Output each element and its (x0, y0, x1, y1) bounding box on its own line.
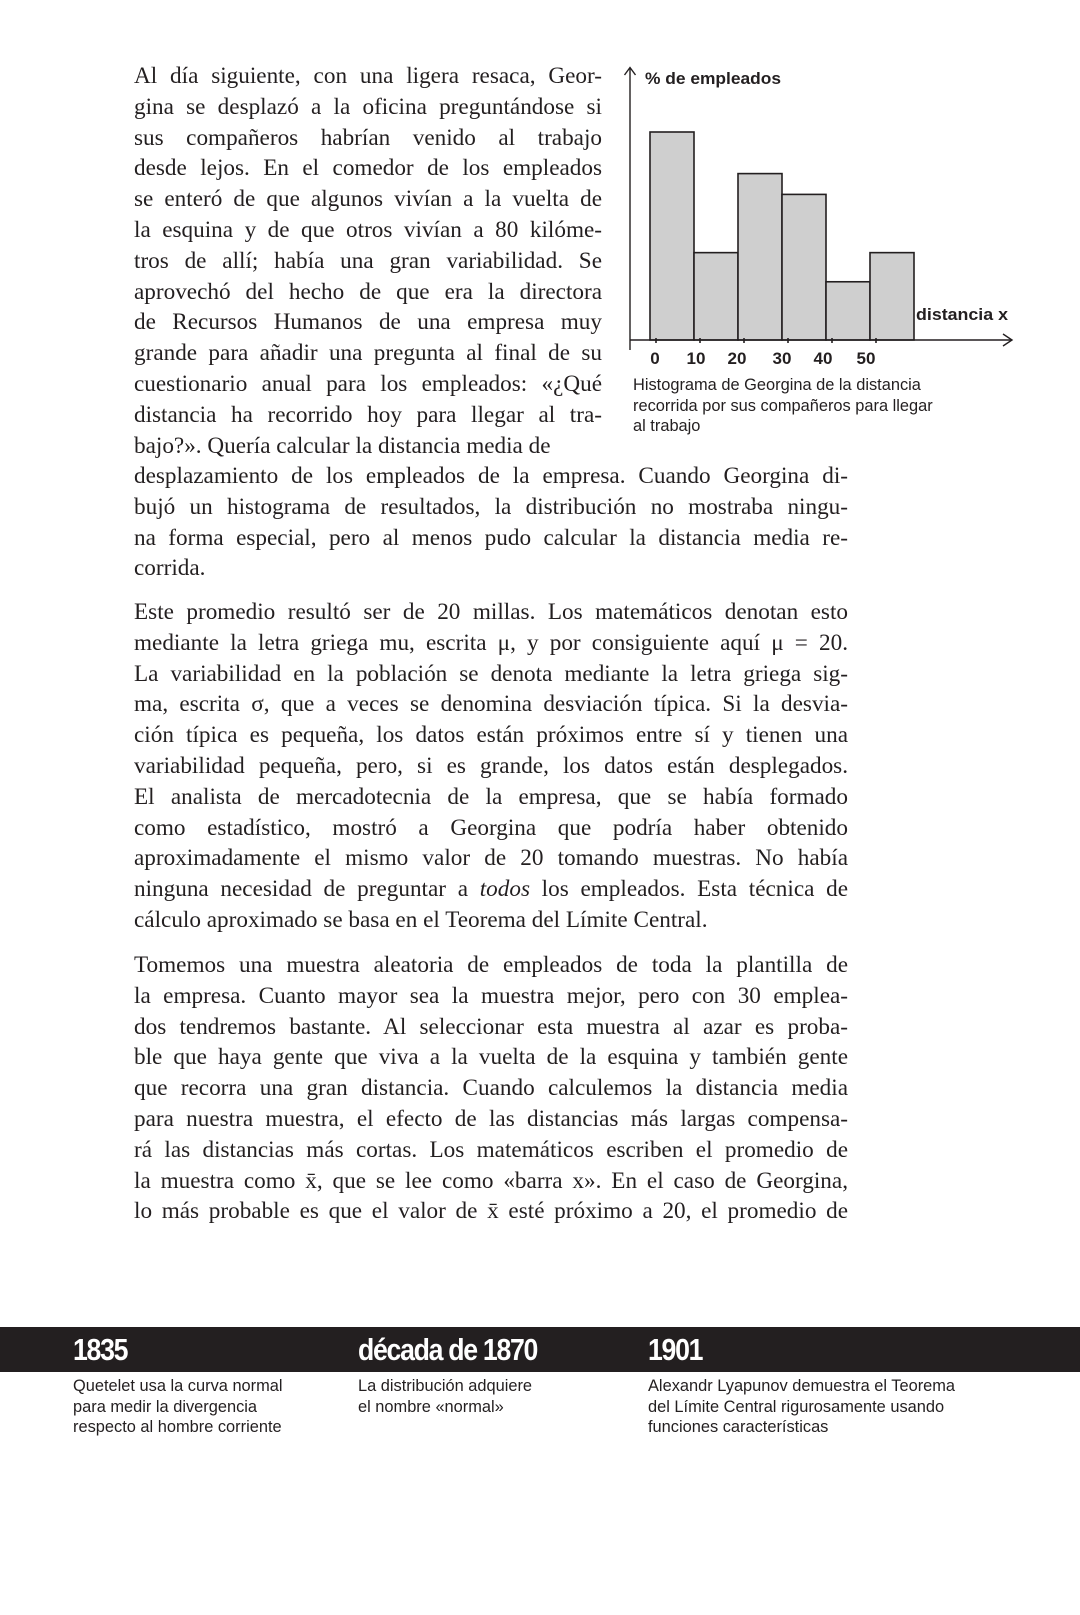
text-line: lo más probable es que el valor de x̄ esté próximo a 20, el promedio de (134, 1198, 848, 1225)
histogram-bar (738, 174, 782, 340)
x-tick-label: 50 (856, 349, 876, 368)
text-line: como estadístico, mostró a Georgina que podría haber obtenido (134, 814, 848, 841)
text-line: La variabilidad en la población se denota mediante la letra griega sig- (134, 660, 848, 687)
timeline-band (0, 1327, 1080, 1372)
x-tick-label: 40 (813, 349, 833, 368)
text-line: de Recursos Humanos de una empresa muy (134, 309, 602, 336)
timeline-description-line: del Límite Central rigurosamente usando (648, 1397, 945, 1416)
caption-line: al trabajo (633, 417, 701, 435)
text-line: aproximadamente el mismo valor de 20 tomando muestras. No había (134, 845, 848, 872)
timeline-description-line: Quetelet usa la curva normal (73, 1377, 283, 1395)
text-line: sus compañeros habrían venido al trabajo (134, 124, 602, 151)
x-axis-label: distancia x (916, 305, 1009, 324)
histogram-bar (782, 194, 826, 340)
text-line: ble que haya gente que viva a la vuelta de la esquina y también gente (134, 1044, 848, 1071)
text-line: la muestra como x̄, que se lee como «barra x». En el caso de Georgina, (134, 1167, 848, 1194)
text-line: cálculo aproximado se basa en el Teorema del Límite Central. (134, 906, 708, 933)
text-line: dos tendremos bastante. Al seleccionar esta muestra al azar es proba- (134, 1013, 848, 1040)
timeline-description-line: funciones características (648, 1418, 829, 1436)
x-tick-label: 30 (772, 349, 792, 368)
x-tick-label: 0 (650, 349, 660, 368)
text-line: El analista de mercadotecnia de la empresa, que se había formado (134, 783, 848, 810)
timeline-description-line: La distribución adquiere (358, 1377, 533, 1395)
text-line: rá las distancias más cortas. Los matemáticos escriben el promedio de (134, 1136, 848, 1163)
text-line: Este promedio resultó ser de 20 millas. Los matemáticos denotan esto (134, 599, 848, 625)
text-line: que recorra una gran distancia. Cuando calculemos la distancia media (134, 1075, 848, 1102)
text-line: se enteró de que algunos vivían a la vuelta de (134, 186, 602, 213)
timeline-description-line: el nombre «normal» (358, 1397, 504, 1416)
text-line: cuestionario anual para los empleados: «¿Qué (134, 370, 602, 397)
x-tick-label: 10 (686, 349, 706, 368)
histogram-bars (650, 132, 914, 340)
timeline-year-2: década de 1870 (358, 1332, 538, 1367)
figure-caption (633, 375, 1013, 437)
text-line: bujó un histograma de resultados, la distribución no mostraba ningu- (134, 493, 848, 520)
text-line: gina se desplazó a la oficina preguntándose si (134, 93, 602, 120)
text-line: la empresa. Cuanto mayor sea la muestra mejor, pero con 30 emplea- (134, 982, 848, 1009)
x-tick-label: 20 (727, 349, 747, 368)
histogram-bar (694, 253, 738, 340)
paragraph-1-continued (134, 461, 848, 584)
histogram-bar (870, 253, 914, 340)
paragraph-1 (134, 61, 602, 461)
paragraph-2 (134, 597, 848, 936)
text-line: na forma especial, pero al menos pudo calcular la distancia media re- (134, 524, 848, 551)
timeline-description-3 (648, 1376, 955, 1438)
timeline-description-line: para medir la divergencia (73, 1397, 258, 1416)
text-line: aprovechó del hecho de que era la directora (134, 278, 602, 305)
timeline-description-1 (73, 1376, 283, 1438)
text-line: bajo?». Quería calcular la distancia media de (134, 432, 551, 459)
x-axis-ticks (650, 338, 876, 368)
text-line: desde lejos. En el comedor de los empleados (134, 155, 602, 182)
caption-line: Histograma de Georgina de la distancia (633, 376, 921, 394)
timeline-description-2 (358, 1376, 532, 1417)
timeline-year-1: 1835 (73, 1332, 128, 1367)
text-line: Tomemos una muestra aleatoria de empleados de toda la plantilla de (134, 952, 848, 978)
text-line: mediante la letra griega mu, escrita μ, y por consiguiente aquí μ = 20. (134, 629, 848, 656)
text-line: ma, escrita σ, que a veces se denomina desviación típica. Si la desvia- (134, 691, 848, 718)
caption-line: recorrida por sus compañeros para llegar (633, 396, 933, 415)
y-axis-label: % de empleados (645, 69, 781, 88)
text-line: distancia ha recorrido hoy para llegar al tra- (134, 401, 602, 428)
text-line: corrida. (134, 555, 206, 582)
text-line: para nuestra muestra, el efecto de las distancias más largas compensa- (134, 1105, 848, 1132)
timeline-year-3: 1901 (648, 1332, 703, 1367)
histogram-chart (600, 60, 1070, 380)
emphasis-text: todos (479, 876, 530, 903)
text-line: variabilidad pequeña, pero, si es grande, los datos están desplegados. (134, 752, 848, 779)
timeline-description-line: respecto al hombre corriente (73, 1418, 282, 1436)
histogram-bar (650, 132, 694, 340)
timeline-description-line: Alexandr Lyapunov demuestra el Teorema (648, 1377, 956, 1395)
text-line: ción típica es pequeña, los datos están próximos entre sí y tienen una (134, 722, 848, 749)
text-line: desplazamiento de los empleados de la empresa. Cuando Georgina di- (134, 463, 848, 489)
text-line: grande para añadir una pregunta al final de su (134, 340, 602, 367)
paragraph-3 (134, 950, 848, 1227)
text-line: tros de allí; había una gran variabilidad. Se (134, 247, 602, 274)
text-line: la esquina y de que otros vivían a 80 kilóme- (134, 216, 602, 243)
text-line: Al día siguiente, con una ligera resaca, Geor- (134, 63, 602, 89)
text-line: ninguna necesidad de preguntar a todos los empleados. Esta técnica de (134, 876, 849, 903)
histogram-bar (826, 282, 870, 340)
